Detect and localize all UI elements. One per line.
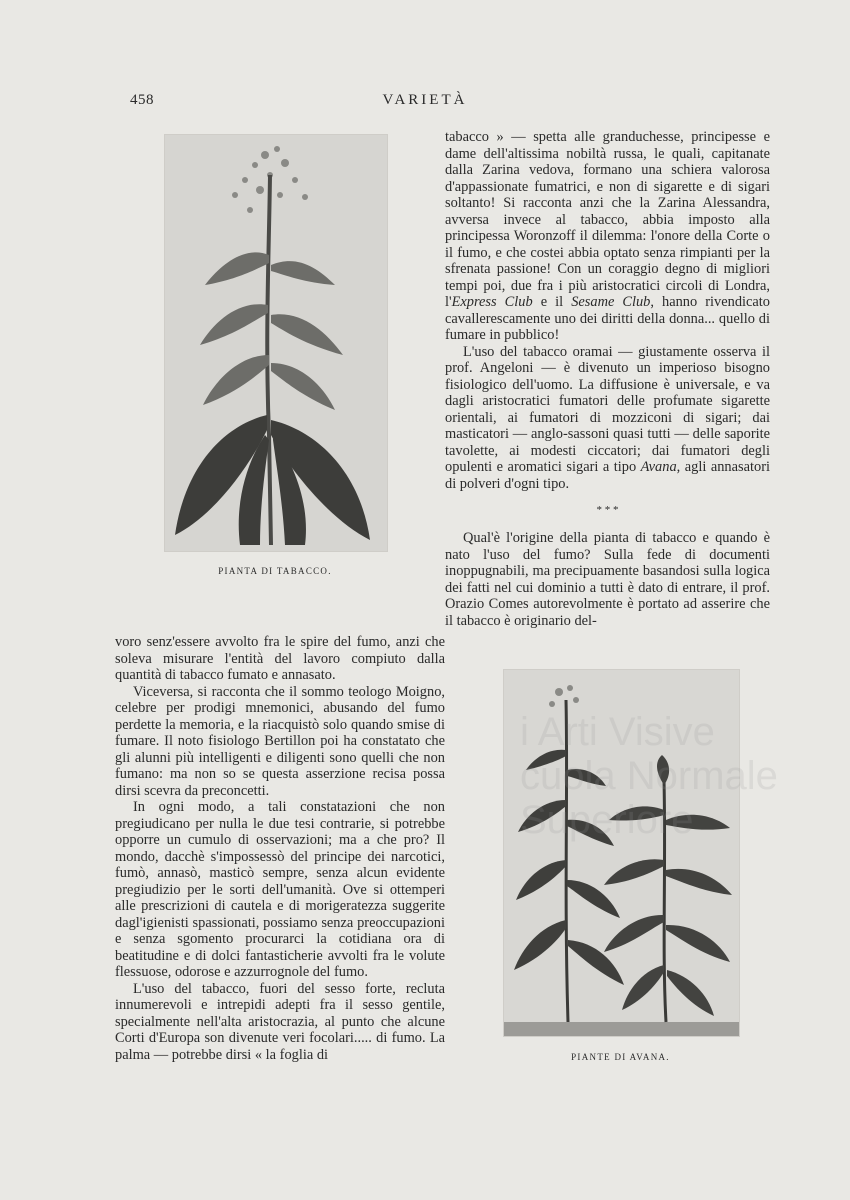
paragraph-text: tabacco » — spetta alle granduchesse, principesse e dame dell'altissima nobiltà russa, le quali, capitanate dalla Zarina vedova, formano una schiera valorosa d'appassionate fumatrici, e non di sigarette e di sigari soltanto! Si racconta anzi che la Zarina Alessandra, avversa invece al tabacco, abbia imposto alla principessa Woronzoff il dilemma: l'onore della Corte o il fumo, e che costei abbia optato senza rimpianti per la sfrenata passione! Con un coraggio degno di migliori tempi poi, due fra i più aristocratici circoli di Londra, l'	[445, 129, 770, 310]
paragraph-text: L'uso del tabacco oramai — giustamente osserva il prof. Angeloni — è divenuto un imperioso bisogno fisiologico dell'uomo. La diffusione è universale, e va dagli aristocratici fumatori delle profumate sigarette orientali, ai fumatori di mozziconi di sigari; dai masticatori — anglo-sassoni quasi tutti — delle saporite tavolette, ai modesti ciccatori; dai fumatori degli opulenti e aromatici sigari a tipo	[445, 343, 770, 475]
tobacco-plant-photo	[164, 134, 388, 552]
figure-caption-pianta: PIANTA DI TABACCO.	[218, 566, 332, 576]
paragraph: In ogni modo, a tali constatazioni che non pregiudicano per nulla le due tesi contrarie, si potrebbe opporre un cumulo di osservazioni; ma a che pro? Il mondo, dacchè s'impossessò del principe dei narcotici, fumò, annasò, masticò sempre, senza alcun evidente pregiudizio per le sorti dell'umanità. Ove si ottemperi alle prescrizioni di cautela e di morigeratezza suggerite dagl'igienisti spassionati, possiamo senza preoccupazioni e senza sgomento procurarci la cotidiana ora di beatitudine e di dolci fantasticherie avvolti fra le volute flessuose, odorose e azzurrognole del fumo.	[115, 799, 445, 980]
section-separator: * * *	[596, 504, 619, 516]
paragraph: Qual'è l'origine della pianta di tabacco e quando è nato l'uso del fumo? Sulla fede di documenti inoppugnabili, ma precipuamente basandosi sulla logica dei fatti nel cui dominio a tutti è dato di entrare, il prof. Orazio Comes autorevolmente è portato ad asserire che il tabacco è originario del-	[445, 530, 770, 629]
paragraph-text: , hanno rivendicato cavallerescamente uno dei diritti della donna... quello di fumare in pubblico!	[445, 294, 770, 343]
page-number: 458	[130, 92, 154, 108]
paragraph	[445, 344, 770, 493]
paragraph: Viceversa, si racconta che il sommo teologo Moigno, celebre per prodigi mnemonici, abusando del fumo perdette la memoria, e la riacquistò solo quando smise di fumare. Il noto fisiologo Bertillon poi ha constatato che gli alunni più intelligenti e diligenti sono quelli che non fumano: ma non so se questa asserzione recisa possa dirsi scevra da preconcetti.	[115, 683, 445, 799]
paragraph-text: e il	[532, 294, 572, 310]
running-head: VARIETÀ	[382, 92, 468, 108]
tobacco-plant-illustration	[165, 135, 387, 551]
left-column	[115, 634, 445, 1063]
right-column	[445, 129, 770, 629]
avana-plants-illustration	[504, 670, 739, 1036]
cigar-type: Avana	[640, 459, 677, 475]
avana-plants-photo	[503, 669, 740, 1037]
paragraph: voro senz'essere avvolto fra le spire del fumo, anzi che soleva misurare l'entità del lavoro compiuto dalla quantità di tabacco fumato e annasato.	[115, 634, 445, 683]
paragraph-text: , agli annasatori di polveri d'ogni tipo.	[445, 459, 770, 492]
club-name: Sesame Club	[571, 294, 651, 310]
paragraph: L'uso del tabacco, fuori del sesso forte, recluta innumerevoli e intrepidi adepti fra il sesso gentile, specialmente nell'alta aristocrazia, al punto che alcune Corti d'Europa son divenute veri focolari..... di fumo. La palma — potrebbe dirsi « la foglia di	[115, 980, 445, 1063]
figure-caption-avana: PIANTE DI AVANA.	[571, 1052, 670, 1062]
club-name: Express Club	[451, 294, 533, 310]
paragraph	[445, 129, 770, 344]
